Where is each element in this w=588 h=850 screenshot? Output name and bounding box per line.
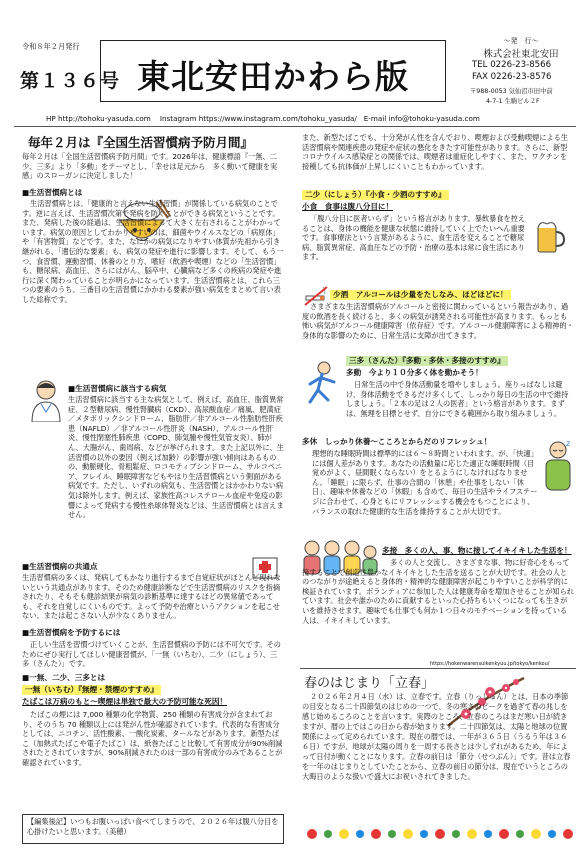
publisher-label: ～発 行～ <box>503 37 539 45</box>
homepage-link[interactable]: HP http://tohoku-yasuda.com <box>46 114 151 123</box>
svg-text:z: z <box>566 440 571 448</box>
source-url[interactable]: https://hokenwarensuikenkyuu.jp/tokyo/kenkou/ <box>430 661 550 667</box>
santa-heading: 三多（さんた）『多動・多休・多接のすすめ』 <box>346 356 508 366</box>
ichimu-heading: 一無（いちむ）『無煙・禁煙のすすめ』 <box>22 685 161 695</box>
tasetsu-heading: 多接 多くの人、事、物に接してイキイキした生活を！ <box>382 546 572 555</box>
risshun-body: ２０２６年２月４日（水）は、立春です。立春（りっしゅん）とは、日本の季節の目安となる二十四節気のはじめの一つで、冬の寒さのピークを過ぎて春の兆しを感じ始めるころのことを言います。実際のところ、立春のころはまだ寒い日が続きますが、暦の上ではこの日から春が始まります。二十四節気は、太陽と地球の位置関係によって定められています。現在の暦では、一年が３６５日（うるう年は３６６日）ですが、地球が太陽の周りを一周する長さとは少しずれがあるため、年によって日付が動くことになります。立春の前日は「節分（せつぶん）」です。昔は立春を一年のはじまりとしていたことから、立春の前日の節分は、現在でいうところの大晦日のような扱いで盛大にお祝いされてきました。 <box>302 692 571 781</box>
editor-note-box <box>22 814 284 844</box>
section-head-ichimu: ■一無、二少、三多とは <box>22 673 106 682</box>
article2-body-top: また、新型たばこでも、十分発がん性を含んでおり、喫煙および受動喫煙による生活習慣病や関連疾患の発症や症状の悪化をきたす可能性があります。さらに、新型コロナウイルス感染症との関係では、喫煙者は重症化しやすく、また、ワクチンを接種しても抗体価が上昇しにくいこともわかっています。 <box>302 133 568 171</box>
section-head-what: ■生活習慣病とは <box>22 188 83 197</box>
ichimu-lead: たばこは万病のもと～喫煙は単独で最大の予防可能な死因！ <box>22 697 228 706</box>
company-name: 株式会社東北安田 <box>483 49 559 60</box>
section-head-common: ■生活習慣病の共通点 <box>22 562 98 571</box>
shoshu-body: さまざまな生活習慣病がアルコールと密接に関わっているという報告があり、過度の飲酒を長く続けると、多くの病気が誘発される可能性が高まります。もっとも怖い病気がアルコール健康障害（依存症）です。アルコール健康障害による精神的・身体的な影響のために、日常生活に支障が出てきます。 <box>302 302 574 340</box>
header-divider <box>14 126 576 127</box>
title-box <box>100 40 446 102</box>
article1-intro: 毎年２月は「全国生活習慣病予防月間」です。2026年は、健康標語『一無、二少、三多』より「多動」をテーマとし、「幸せは足元から 多く動いて健康を実感」のスローガンに決定しました！ <box>22 152 278 181</box>
section-head-prevent: ■生活習慣病を予防するには <box>22 628 121 637</box>
ichimu-body: たばこの煙には 7,000 種類の化学物質、250 種類の有害成分が含まれており、そのうち 70 種類以上には発がん性が確認されています。代表的な有害成分としては、ニコチン、活性酸素、一酸化炭素、タールなどがあります。新型たばこ（加熱式たばこや電子たばこ）は、紙巻たばこと比較して有害成分が90%削減されたとされていますが、90%削減されたのは一部の有害成分のみであることが確認されています。 <box>22 710 283 767</box>
running-person-icon <box>302 360 342 408</box>
instagram-link[interactable]: Instagram https://www.instagram.com/tohoku_yasuda/ <box>159 114 357 123</box>
fax: FAX 0226-23-8576 <box>472 72 552 82</box>
editor-note: 【編集後記】いつもお腹いっぱい食べてしまうので、２０２６年は腹八分目を心掛けたいと思います。（美穂） <box>27 817 279 836</box>
takyu-body: 理想的な睡眠時間は標準的には６～８時間といわれます。が、「快適」には個人差があります。あなたの活動量に応じた適正な睡眠時間（目覚めがよく、昼間眠くならない）をとるようにしなければなりません。「睡眠」に限らず、仕事の合間の「休憩」や仕事をしない「休日」、趣味や休養などの「休暇」も含めて、毎日の生活やライフステージに合わせて、心身ともにリフレッシュする機会をもつことにより、バランスの取れた健康的な生活を維持することが大切です。 <box>312 449 538 516</box>
flower-garland-icon <box>302 826 576 842</box>
tadou-heading: 多動 今より１０分多く体を動かそう！ <box>346 368 483 377</box>
section-body-common: 生活習慣病の多くは、発病してもかなり進行するまで自覚症状がほとんど現れないという共通点があります。そのため健康診断などで生活習慣病のリスクを指摘されたり、そもそも健診結果が病気の診断基準に達するほどの異常値であっても、それを自覚しにくいものです。よって予防や治療というアクションを起こせない、または起こさない人が少なくありません。 <box>22 573 281 621</box>
takyu-heading: 多休 しっかり休養～こころとからだのリフレッシュ！ <box>302 437 492 446</box>
address-line1: 〒988-0053 気仙沼市田中前 <box>470 88 553 95</box>
shoshoku-body: 「腹八分目に医者いらず」という格言があります。暴飲暴食を控えることは、身体の機能を健康な状態に維持していく上でたいへん重要です。食事療法という言葉があるように、食生活を変えることで糖尿病、脂質異常症、高血圧などの予防・治療の基本は常に食生活にあります。 <box>302 214 526 262</box>
email-link[interactable]: E-mail info@tohoku-yasuda.com <box>363 114 480 123</box>
doctor-icon <box>26 378 66 422</box>
newsletter-title: 東北安田かわら版 <box>137 57 409 96</box>
sleeping-person-icon <box>540 440 576 496</box>
address-line2: 4-7-1 生駒ビル２F <box>486 98 540 105</box>
issue-date: 令和８年２月発行 <box>22 42 80 51</box>
risshun-divider <box>300 668 576 669</box>
beer-icon <box>530 216 570 256</box>
issue-number: 第１３６号 <box>20 70 121 92</box>
tel: TEL 0226-23-8566 <box>472 60 552 70</box>
nishou-heading: 二少（にしょう）『小食・少酒のすすめ』 <box>302 190 449 200</box>
tadou-body: 日常生活の中で身体活動量を増やしましょう。座りっぱなしは避け、身体活動をできるだけ多くして、しっかり毎日の生活の中で維持しましょう。「２本の足は２人の医者」という格言があります。まずは、無理を目標とせず、自分にできる範囲から取り組みましょう。 <box>346 380 569 418</box>
article1-title: 毎年２月は『全国生活習慣病予防月間』 <box>28 135 254 150</box>
shoshu-heading: 少酒 アルコールは少量をたしなみ、ほどほどに！ <box>330 290 511 300</box>
risshun-title: 春のはじまり「立春」 <box>304 676 435 691</box>
shoshoku-heading: 小食 食事は腹八分目に！ <box>302 202 394 211</box>
section-head-diseases: ■生活習慣病に該当する病気 <box>68 384 167 393</box>
section-body-diseases: 生活習慣病に該当する主な病気として、例えば、高血圧、脂質異常症、２型糖尿病、慢性腎臓病（CKD）、高尿酸血症／痛風、肥満症／メタボリックシンドローム、脂肪肝／非アルコール性脂肪性肝疾患（NAFLD）／非アルコール性肝炎（NASH）、アルコール性肝炎、慢性閉塞性肺疾患（COPD、肺気腫や慢性気管支炎）、肺がん、大腸がん、歯周病、などが挙げられます。また上記以外に、生活習慣の以外の要因（例えば加齢）の影響が強い傾向はあるものの、動脈硬化、骨粗鬆症、ロコモティブシンドローム、サルコペニア、フレイル、睡眠障害などもやはり生活習慣病という側面がある病気です。ただし、いずれの病気も、生活習慣とはかかわりない病気は除外します。例えば、家族性高コレステロール血症や免疫の影響によって発病する慢性糸球体腎炎などは、生活習慣病とは言えません。 <box>68 395 284 520</box>
tasetsu-body: 多くの人と交流し、さまざまな事、物に好奇心をもって接することで創造性豊かなイキイキとした生活を送ることが大切です。社会の人とのつながりが途絶えると身体的・精神的な健康障害が起こりやすいことが科学的に検証されています。ボランティアに参加した人は健康寿命を増加させることが知られています。社会や誰かのために貢献するといった心持ちもいくつになっても生きがいを維持させます。趣味でも仕事でも何か１つ日々のモチベーションを持っている人は、イキイキしています。 <box>302 558 574 625</box>
links-bar <box>46 114 480 124</box>
section-body-prevent: 正しい生活を習慣づけていくことが、生活習慣病の予防には不可欠です。そのためにぜひ実行してほしい健康習慣が、「一無（いちむ）、二少（にしょう）、三多（さんた）」です。 <box>22 640 281 669</box>
section-body-what: 生活習慣病とは、「健康的と言えない生活習慣」が関係している病気のことです。逆に言えば、生活習慣次第で発病を防ぐことができる病気ということです。また、発病した後の経過は、生活習慣によって大きく左右されることがわかっています。病気の原因としてわかりやすいのは、細菌やウイルスなどの「病原体」や「有害物質」などです。また、なにかの病気になりやすい体質が先祖から引き継がれる、「遺伝的な要素」も、病気の発症や進行に影響します。そして、もう一つ、食習慣、運動習慣、休養のとり方、嗜好（飲酒や喫煙）などの「生活習慣」も、糖尿病、高血圧、さらにはがん、脳卒中、心臓病など多くの疾病の発症や進行に深く関わっていることが明らかになっています。生活習慣病とは、これら三つの要素のうち、三番目の生活習慣にかかわる要素が強い病気をまとめて言い表した総称です。 <box>22 199 284 304</box>
